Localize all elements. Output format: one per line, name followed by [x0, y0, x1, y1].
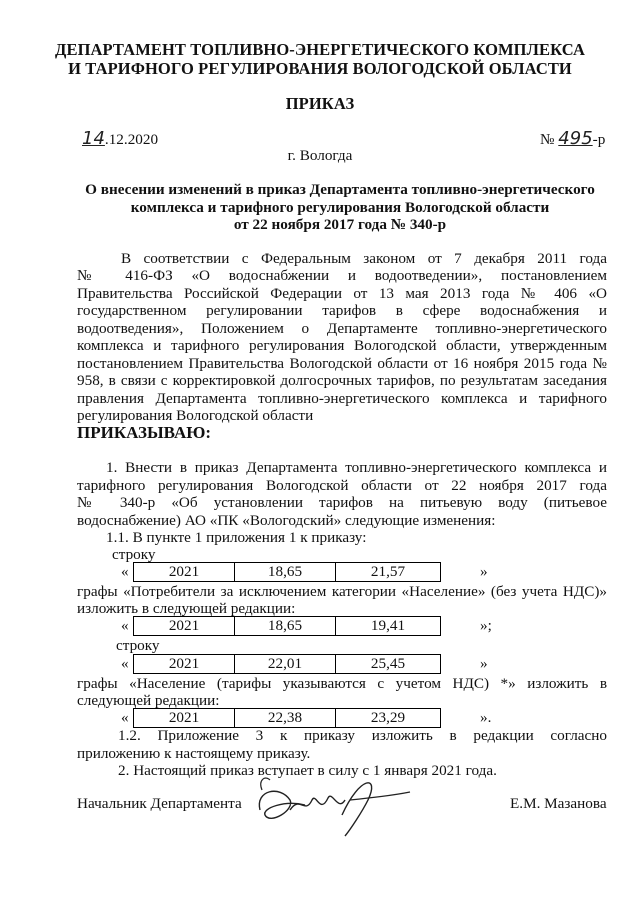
preamble-line: регулирования Вологодской области	[77, 407, 314, 424]
preamble-line: комплекса и тарифного регулирования Вологодской области, утвержденным	[77, 337, 607, 354]
document-date	[82, 128, 158, 149]
document-number	[540, 128, 605, 149]
year-cell: 2021	[134, 563, 235, 582]
tariff-cell-1: 22,01	[235, 655, 336, 674]
order-title-line3: от 22 ноября 2017 года № 340-р	[233, 216, 447, 233]
open-quote: «	[121, 617, 129, 634]
item1-line: 1. Внести в приказ Департамента топливно-энергетического комплекса и	[106, 459, 607, 476]
orders-heading: ПРИКАЗЫВАЮ:	[77, 423, 212, 442]
handwritten-day: 14	[82, 128, 105, 149]
number-sign: №	[540, 131, 555, 148]
tariff-row-b	[133, 616, 441, 636]
preamble-line: государственном регулировании тарифов в сфере водоснабжения и	[77, 302, 607, 319]
tariff-cell-1: 22,38	[235, 709, 336, 728]
grafa-a: графы «Потребители за исключением категории «Население» (без учета НДС)»	[77, 583, 607, 600]
handwritten-signature	[250, 770, 420, 840]
handwritten-number: 495	[558, 128, 593, 149]
open-quote: «	[121, 563, 129, 580]
izlozhit-c: следующей редакции:	[77, 692, 220, 709]
izlozhit-a: изложить в следующей редакции:	[77, 600, 296, 617]
open-quote: «	[121, 709, 129, 726]
item1-line: водоснабжение) АО «ПК «Вологодский» следующие изменения:	[77, 512, 496, 529]
department-title-line2: И ТАРИФНОГО РЕГУЛИРОВАНИЯ ВОЛОГОДСКОЙ ОБЛАСТИ	[68, 59, 572, 78]
item1-line: тарифного регулирования Вологодской области от 22 ноября 2017 года	[77, 477, 607, 494]
preamble-line: водоотведения», Положением о Департаменте топливно-энергетического	[77, 320, 607, 337]
item1-1: 1.1. В пункте 1 приложения 1 к приказу:	[106, 529, 367, 546]
close-quote: »	[480, 655, 488, 672]
tariff-cell-2: 19,41	[336, 617, 441, 636]
tariff-cell-1: 18,65	[235, 617, 336, 636]
city: г. Вологда	[287, 147, 353, 164]
tariff-cell-1: 18,65	[235, 563, 336, 582]
document-type: ПРИКАЗ	[285, 94, 355, 113]
preamble-line: правления Департамента топливно-энергетического комплекса и тарифного	[77, 390, 607, 407]
tariff-row-a	[133, 562, 441, 582]
preamble-line: 958, в связи с корректировкой долгосрочных тарифов, по результатам заседания	[77, 372, 607, 389]
preamble-line: постановлением Правительства Вологодской области от 16 ноября 2015 года №	[77, 355, 607, 372]
tariff-row-c	[133, 654, 441, 674]
year-cell: 2021	[134, 709, 235, 728]
close-quote: »	[480, 563, 488, 580]
grafa-c: графы «Население (тарифы указываются с учетом НДС) *» изложить в	[77, 675, 607, 692]
tariff-cell-2: 23,29	[336, 709, 441, 728]
item1-2-line2: приложению к настоящему приказу.	[77, 745, 311, 762]
open-quote: «	[121, 655, 129, 672]
signatory-position: Начальник Департамента	[77, 795, 242, 812]
stroku-label-2: строку	[116, 637, 160, 654]
row-d-end: ».	[480, 709, 492, 726]
preamble-line: Правительства Российской Федерации от 13 мая 2013 года № 406 «О	[77, 285, 607, 302]
order-title-line2: комплекса и тарифного регулирования Вологодской области	[130, 199, 550, 216]
item1-2-line1: 1.2. Приложение 3 к приказу изложить в редакции согласно	[118, 727, 607, 744]
item1-line: № 340-р «Об установлении тарифов на питьевую воду (питьевое	[77, 494, 607, 511]
number-suffix: -р	[592, 131, 606, 148]
tariff-cell-2: 21,57	[336, 563, 441, 582]
preamble-line: В соответствии с Федеральным законом от 7 декабря 2011 года	[121, 250, 607, 267]
year-cell: 2021	[134, 655, 235, 674]
department-title-line1: ДЕПАРТАМЕНТ ТОПЛИВНО-ЭНЕРГЕТИЧЕСКОГО КОМПЛЕКСА	[55, 40, 585, 59]
tariff-cell-2: 25,45	[336, 655, 441, 674]
row-b-end: »;	[480, 617, 492, 634]
order-title-line1: О внесении изменений в приказ Департамента топливно-энергетического	[85, 181, 595, 198]
date-rest: .12.2020	[104, 131, 159, 148]
stroku-label: строку	[112, 546, 156, 563]
signatory-name: Е.М. Мазанова	[510, 795, 607, 812]
preamble-line: № 416-ФЗ «О водоснабжении и водоотведении», постановлением	[77, 267, 607, 284]
tariff-row-d	[133, 708, 441, 728]
item2: 2. Настоящий приказ вступает в силу с 1 января 2021 года.	[118, 762, 497, 779]
year-cell: 2021	[134, 617, 235, 636]
